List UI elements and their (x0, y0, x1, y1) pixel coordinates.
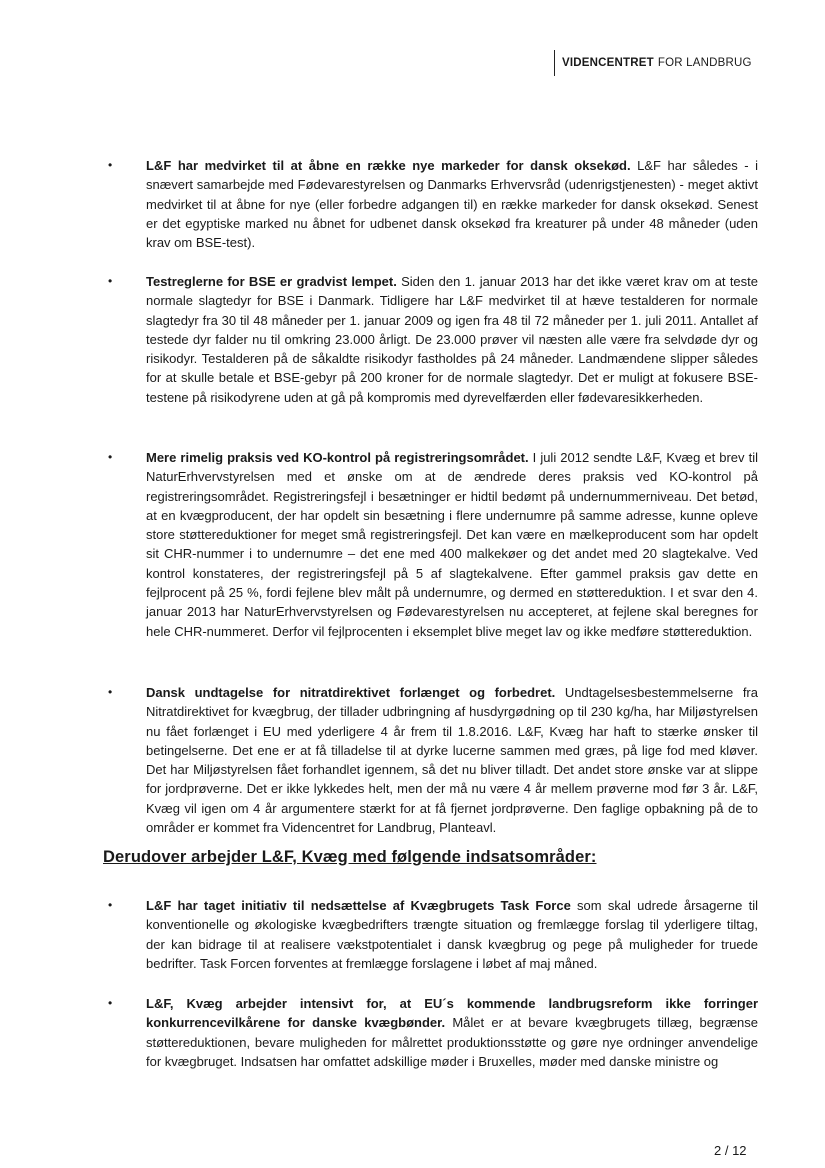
bullet-text: Siden den 1. januar 2013 har det ikke været krav om at teste normale slagtedyr for BSE i Danmark. Tidligere har L&F medvirket til at hæve testalderen for normale slagtedyr fra 30 til 48 måneder per 1. januar 2009 og igen fra 48 til 72 måneder per 1. juli 2011. Antallet af testede dyr falder nu til omkring 23.000 årligt. De 23.000 prøver vil næsten alle være fra selvdøde dyr og risikodyr. Testalderen på de såkaldte risikodyr fastholdes på 24 måneder. Landmændene slipper således for at skulle betale et BSE-gebyr på 200 kroner for de normale slagtedyr. Det er muligt at fokusere BSE-testene på risikodyrene uden at gå på kompromis med dyrevelfærden eller fødevaresikkerheden. (146, 274, 758, 405)
bullet-text: Undtagelsesbestemmelserne fra Nitratdirektivet for kvægbrug, der tillader udbringning af husdyrgødning op til 230 kg/ha, har Miljøstyrelsen nu fået forlænget i EU med yderligere 4 år frem til 1.8.2016. L&F, Kvæg har haft to stærke ønsker til betingelserne. Det ene er at få tilladelse til at dyrke lucerne sammen med græs, på lige fod med kløver. Det har Miljøstyrelsen fået forhandlet igennem, så det nu bliver tilladt. Det andet store ønske var at slippe for jordprøverne. Det er ikke lykkedes helt, men der må nu være 4 år mellem prøverne mod før 3 år. L&F, Kvæg vil igen om 4 år argumentere stærkt for at få fjernet jordprøverne. Den faglige opbakning på de to områder er kommet fra Videncentret for Landbrug, Planteavl. (146, 685, 758, 836)
bullet-icon: • (108, 450, 113, 464)
bullet-lead: L&F har taget initiativ til nedsættelse af Kvægbrugets Task Force (146, 898, 571, 913)
bullet-lead: Dansk undtagelse for nitratdirektivet forlænget og forbedret. (146, 685, 556, 700)
bullet-text: som skal udrede årsagerne til konventionelle og økologiske kvægbedrifters trængte situation og fremlægge forslag til yderligere tiltag, der kan bidrage til at realisere vækstpotentialet i dansk kvægbrug og pege på muligheder for truede bedrifter. Task Forcen forventes at fremlægge forslagene i løbet af maj måned. (146, 898, 758, 971)
header-org-bold: VIDENCENTRET (562, 57, 654, 69)
section-title: Derudover arbejder L&F, Kvæg med følgende indsatsområder: (103, 848, 597, 866)
page-header (554, 50, 752, 76)
bullet-lead: Testreglerne for BSE er gradvist lempet. (146, 274, 397, 289)
bullet-item (108, 896, 758, 973)
bullet-item (108, 683, 758, 837)
bullet-text: Målet er at bevare kvægbrugets tillæg, begrænse støttereduktionen, bevare muligheden for målrettet produktionsstøtte og gøre nye ordninger anvendelige for kvægbruget. Indsatsen har omfattet adskillige møder i Bruxelles, møder med danske ministre og (146, 1015, 758, 1069)
bullet-icon: • (108, 685, 113, 699)
bullet-text: L&F har således - i snævert samarbejde med Fødevarestyrelsen og Danmarks Erhvervsråd (udenrigstjenesten) - meget aktivt medvirket til at åbne for nye (eller forbedre adgangen til) en række markeder for dansk oksekød. Senest er det egyptiske marked nu åbnet for udbenet dansk oksekød fra kreaturer på under 48 måneder (uden krav om BSE-test). (146, 158, 758, 251)
bullet-lead: L&F, Kvæg arbejder intensivt for, at EU´s kommende landbrugsreform ikke forringer konkurrencevilkårene for danske kvægbønder. (146, 996, 758, 1031)
bullet-item (108, 994, 758, 1071)
bullet-lead: L&F har medvirket til at åbne en række nye markeder for dansk oksekød. (146, 158, 631, 173)
bullet-item (108, 448, 758, 641)
bullet-item (108, 272, 758, 407)
bullet-icon: • (108, 996, 113, 1010)
bullet-icon: • (108, 274, 113, 288)
bullet-icon: • (108, 898, 113, 912)
bullet-icon: • (108, 158, 113, 172)
bullet-item (108, 156, 758, 252)
header-org-rest: FOR LANDBRUG (657, 57, 752, 69)
bullet-lead: Mere rimelig praksis ved KO-kontrol på registreringsområdet. (146, 450, 529, 465)
page-number: 2 / 12 (714, 1143, 747, 1158)
bullet-text: I juli 2012 sendte L&F, Kvæg et brev til NaturErhvervstyrelsen med et ønske om at de ændrede deres praksis ved KO-kontrol på registreringsområdet. Registreringsfejl i besætninger er hidtil bedømt på undernummerniveau. Det betød, at en kvægproducent, der har opdelt sin besætning i flere undernumre på samme adresse, kunne opleve store støttereduktioner for meget små registreringsfejl. Det kan være en mælkeproducent som har opdelt sit CHR-nummer i to undernumre – det ene med 400 malkekøer og det andet med 20 slagtekalve. Ved kontrol konstateres, der registreringsfejl på 5 af slagtekalvene. Efter gammel praksis gav dette en fejlprocent på 25 %, fordi fejlene blev målt på undernumre, og dermed en støttereduktion. I et svar den 4. januar 2013 har NaturErhvervstyrelsen og Fødevarestyrelsen nu accepteret, at fejlene skal beregnes for hele CHR-nummeret. Derfor vil fejlprocenten i eksemplet blive meget lav og ikke medføre støttereduktion. (146, 450, 758, 639)
